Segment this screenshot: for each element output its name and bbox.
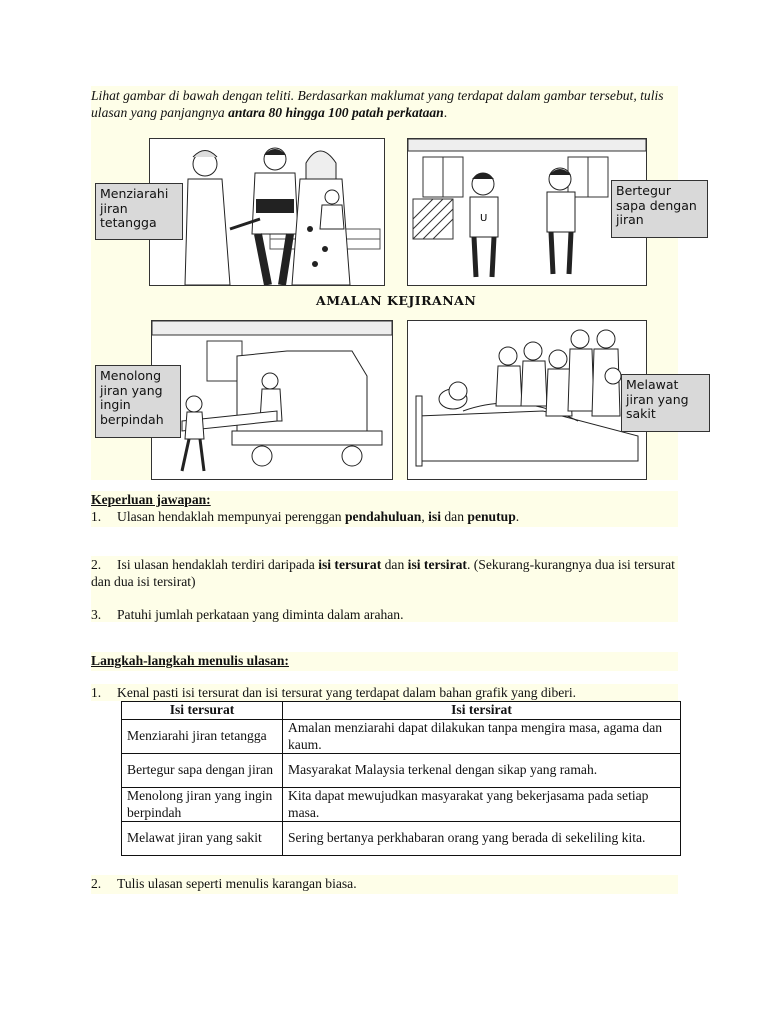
- table-row: [122, 822, 681, 856]
- requirement-1-sep2: dan: [440, 509, 468, 524]
- requirement-1-text: Ulasan hendaklah mempunyai perenggan: [117, 509, 345, 524]
- label-melawat-jiran: Melawat jiran yang sakit: [621, 374, 710, 432]
- requirement-2-end: . (Sekurang-kurangnya dua isi tersurat dan dua isi tersirat): [91, 557, 675, 589]
- requirement-1-end: .: [515, 509, 520, 524]
- word-count-requirement: antara 80 hingga 100 patah perkataan: [228, 105, 444, 120]
- requirement-item-2: [91, 556, 678, 622]
- table-header-tersirat: Isi tersirat: [283, 702, 681, 720]
- svg-text:U: U: [480, 213, 488, 224]
- requirement-1-penutup: penutup: [467, 509, 516, 524]
- table-header-tersurat: Isi tersurat: [122, 702, 283, 720]
- requirement-2-isi-tersirat: isi tersirat: [407, 557, 467, 572]
- label-menolong-jiran: Menolong jiran yang ingin berpindah: [95, 365, 181, 438]
- requirement-item-3: [91, 606, 678, 623]
- requirements-section: [91, 491, 678, 527]
- requirements-heading-text: Keperluan jawapan:: [91, 492, 211, 507]
- panel-visiting-neighbours: [149, 138, 385, 286]
- table-cell-tersurat: Menziarahi jiran tetangga: [122, 720, 283, 754]
- label-bertegur-sapa: Bertegur sapa dengan jiran: [611, 180, 708, 238]
- requirement-3-text: Patuhi jumlah perkataan yang diminta dalam arahan.: [117, 607, 404, 622]
- table-row: [122, 754, 681, 788]
- requirement-1-sep1: ,: [421, 509, 429, 524]
- moving-scene-drawing: [152, 321, 392, 479]
- table-header-row: [122, 702, 681, 720]
- instruction-paragraph: [91, 86, 678, 135]
- requirement-2-isi-tersurat: isi tersurat: [318, 557, 382, 572]
- table-row: [122, 720, 681, 754]
- table-cell-tersirat: Amalan menziarahi dapat dilakukan tanpa mengira masa, agama dan kaum.: [283, 720, 681, 754]
- table-cell-tersirat: Masyarakat Malaysia terkenal dengan sikap yang ramah.: [283, 754, 681, 788]
- table-cell-tersurat: Melawat jiran yang sakit: [122, 822, 283, 856]
- requirement-item-1: [91, 508, 678, 525]
- requirement-2-number: 2.: [91, 557, 102, 572]
- illustration-title: AMALAN KEJIRANAN: [316, 293, 477, 308]
- table-row: [122, 788, 681, 822]
- isi-table: [121, 701, 681, 856]
- requirement-1-pendahuluan: pendahuluan: [345, 509, 422, 524]
- hospital-scene-drawing: [408, 321, 646, 479]
- requirement-2-sep: dan: [381, 557, 408, 572]
- requirement-1-isi: isi: [428, 509, 441, 524]
- panel-visiting-sick: [407, 320, 647, 480]
- step-2-text: Tulis ulasan seperti menulis karangan biasa.: [117, 876, 357, 891]
- steps-heading-block: [91, 652, 678, 671]
- step-1-text: Kenal pasti isi tersurat dan isi tersurat yang terdapat dalam bahan grafik yang diberi.: [117, 685, 577, 700]
- step-1-number: 1.: [91, 685, 102, 700]
- steps-heading: Langkah-langkah menulis ulasan:: [91, 653, 289, 668]
- visiting-scene-drawing: [150, 139, 384, 285]
- table-cell-tersurat: Bertegur sapa dengan jiran: [122, 754, 283, 788]
- table-cell-tersirat: Kita dapat mewujudkan masyarakat yang bekerjasama pada setiap masa.: [283, 788, 681, 822]
- table-cell-tersirat: Sering bertanya perkhabaran orang yang berada di sekeliling kita.: [283, 822, 681, 856]
- step-item-2: [91, 875, 678, 894]
- requirements-heading: [91, 491, 678, 508]
- requirement-2-text: Isi ulasan hendaklah terdiri daripada: [117, 557, 319, 572]
- instruction-end: .: [443, 105, 448, 120]
- step-item-1: [91, 684, 678, 701]
- table-cell-tersurat: Menolong jiran yang ingin berpindah: [122, 788, 283, 822]
- instruction-text: Lihat gambar di bawah dengan teliti. Berdasarkan maklumat yang terdapat dalam gambar tersebut, tulis ulasan yang panjangnya: [91, 88, 664, 120]
- panel-helping-move: [151, 320, 393, 480]
- requirement-3-number: 3.: [91, 607, 102, 622]
- illustration-amalan-kejiranan: [91, 135, 697, 480]
- step-2-number: 2.: [91, 876, 102, 891]
- label-menziarahi: Menziarahi jiran tetangga: [95, 183, 183, 240]
- requirement-1-number: 1.: [91, 509, 102, 524]
